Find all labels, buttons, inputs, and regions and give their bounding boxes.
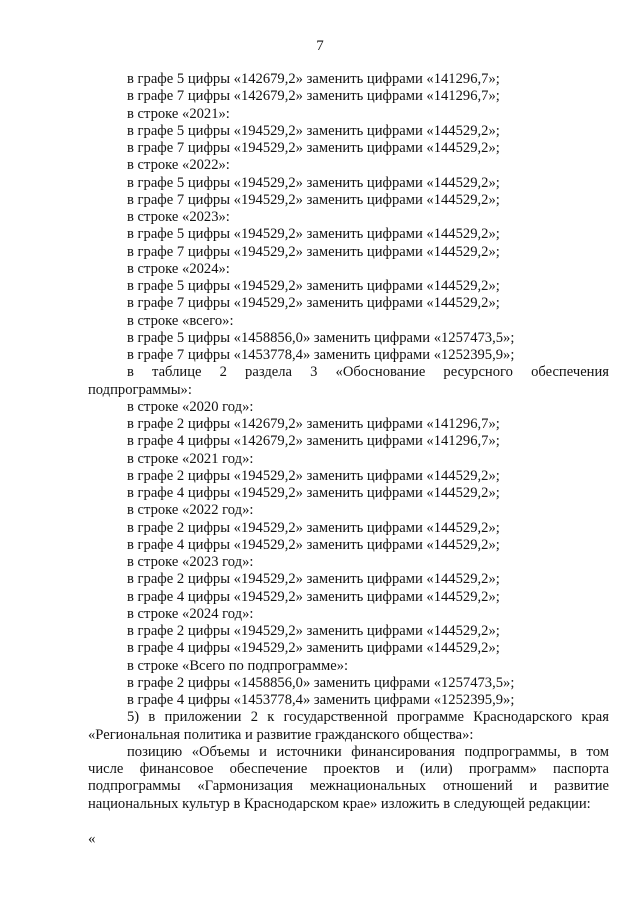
- text-line: в графе 4 цифры «194529,2» заменить цифрами «144529,2»;: [127, 536, 500, 553]
- text-line: в графе 5 цифры «194529,2» заменить цифрами «144529,2»;: [127, 226, 500, 243]
- text-line: в графе 2 цифры «142679,2» заменить цифрами «141296,7»;: [127, 416, 500, 432]
- opening-quote-mark: «: [88, 831, 96, 847]
- text-line: в графе 2 цифры «1458856,0» заменить цифрами «1257473,5»;: [127, 674, 515, 691]
- text-line: в строке «2024»:: [127, 260, 230, 277]
- text-line: в графе 4 цифры «142679,2» заменить цифрами «141296,7»;: [127, 433, 500, 450]
- text-line: в графе 7 цифры «194529,2» заменить цифрами «144529,2»;: [127, 243, 500, 260]
- text-line: в строке «2021 год»:: [127, 450, 254, 467]
- text-line: подпрограммы «Гармонизация межнациональных отношений и развитие: [88, 778, 609, 795]
- text-line: 5) в приложении 2 к государственной программе Краснодарского края: [127, 709, 609, 726]
- text-line: в графе 4 цифры «194529,2» заменить цифрами «144529,2»;: [127, 485, 500, 501]
- text-line: в строке «2022 год»:: [127, 502, 254, 519]
- text-line: в графе 5 цифры «142679,2» заменить цифрами «141296,7»;: [127, 71, 500, 87]
- text-line: числе финансовое обеспечение проектов и (или) программ» паспорта: [88, 761, 609, 777]
- text-line: в строке «всего»:: [127, 312, 234, 329]
- text-line: в графе 7 цифры «194529,2» заменить цифрами «144529,2»;: [127, 191, 500, 208]
- text-line: в строке «2021»:: [127, 105, 230, 122]
- text-line: в графе 2 цифры «194529,2» заменить цифрами «144529,2»;: [127, 623, 500, 639]
- text-line: в строке «2023»:: [127, 209, 230, 225]
- text-line: «Региональная политика и развитие гражданского общества»:: [88, 726, 474, 743]
- text-line: в строке «2020 год»:: [127, 398, 254, 415]
- text-line: позицию «Объемы и источники финансирования подпрограммы, в том: [127, 743, 609, 760]
- text-line: в графе 2 цифры «194529,2» заменить цифрами «144529,2»;: [127, 571, 500, 588]
- text-line: в строке «2022»:: [127, 157, 230, 174]
- text-line: в графе 7 цифры «1453778,4» заменить цифрами «1252395,9»;: [127, 347, 515, 363]
- text-line: в графе 5 цифры «1458856,0» заменить цифрами «1257473,5»;: [127, 329, 515, 346]
- text-line: в строке «Всего по подпрограмме»:: [127, 657, 349, 674]
- text-line: в графе 4 цифры «194529,2» заменить цифрами «144529,2»;: [127, 640, 500, 657]
- text-line: в графе 7 цифры «194529,2» заменить цифрами «144529,2»;: [127, 295, 500, 312]
- text-line: национальных культур в Краснодарском крае» изложить в следующей редакции:: [88, 795, 591, 812]
- text-line: в графе 4 цифры «1453778,4» заменить цифрами «1252395,9»;: [127, 692, 515, 708]
- text-line: в графе 2 цифры «194529,2» заменить цифрами «144529,2»;: [127, 467, 500, 484]
- text-line: в графе 2 цифры «194529,2» заменить цифрами «144529,2»;: [127, 519, 500, 536]
- text-line: в строке «2024 год»:: [127, 605, 254, 622]
- text-line: в графе 7 цифры «142679,2» заменить цифрами «141296,7»;: [127, 88, 500, 105]
- text-line: в таблице 2 раздела 3 «Обоснование ресурсного обеспечения: [127, 364, 609, 381]
- text-line: в графе 5 цифры «194529,2» заменить цифрами «144529,2»;: [127, 122, 500, 139]
- document-body: [88, 71, 609, 813]
- page-number: 7: [316, 38, 324, 54]
- text-line: в графе 5 цифры «194529,2» заменить цифрами «144529,2»;: [127, 174, 500, 191]
- text-line: в графе 5 цифры «194529,2» заменить цифрами «144529,2»;: [127, 278, 500, 294]
- text-line: в графе 4 цифры «194529,2» заменить цифрами «144529,2»;: [127, 588, 500, 605]
- text-line: в графе 7 цифры «194529,2» заменить цифрами «144529,2»;: [127, 140, 500, 156]
- text-line: в строке «2023 год»:: [127, 554, 254, 570]
- text-line: подпрограммы»:: [88, 381, 192, 398]
